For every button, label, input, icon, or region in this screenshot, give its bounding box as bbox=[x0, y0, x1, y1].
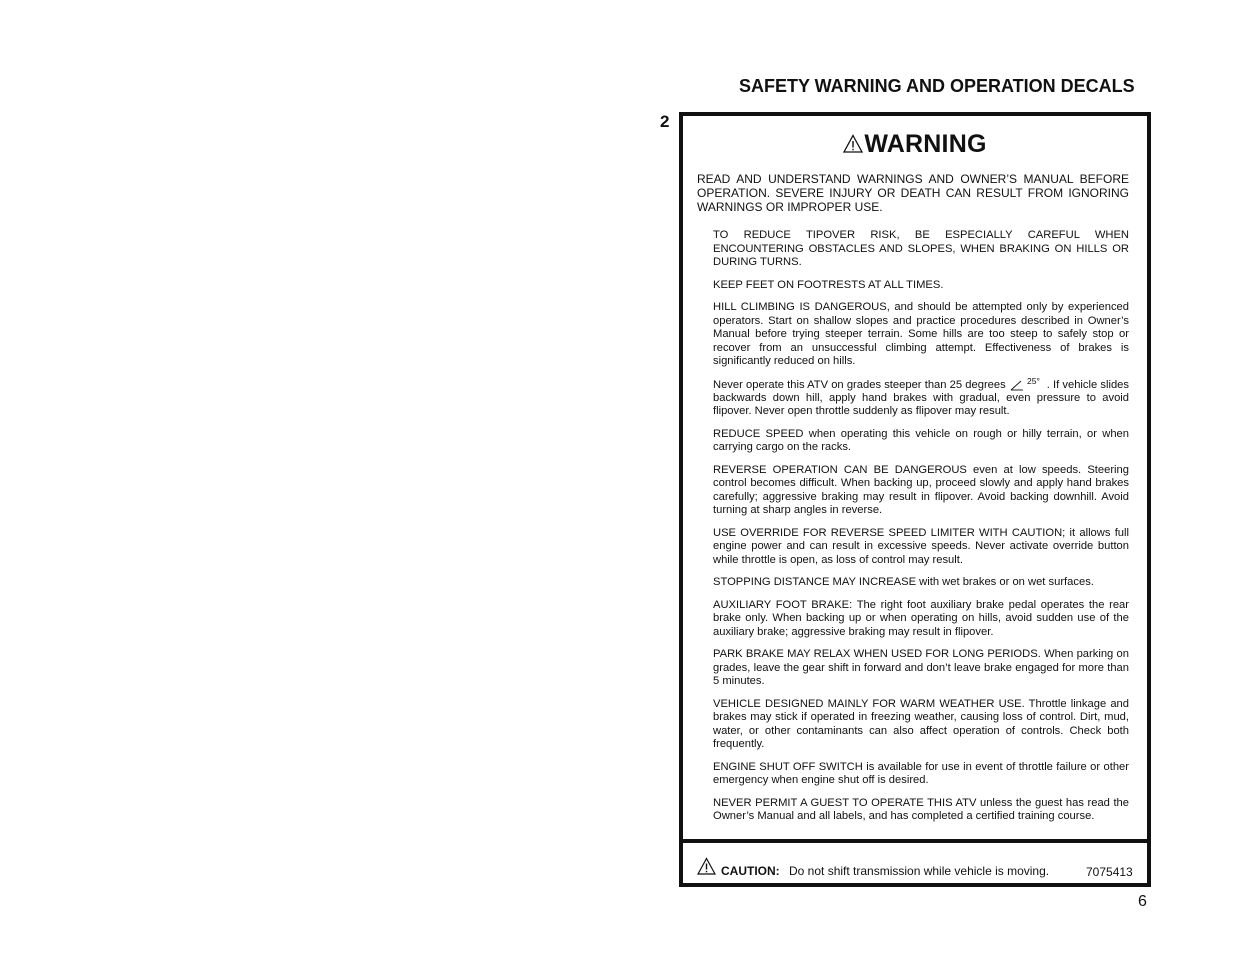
angle-label: 25° bbox=[1026, 377, 1040, 386]
warning-item: STOPPING DISTANCE MAY INCREASE with wet brakes or on wet surfaces. bbox=[713, 576, 1094, 589]
warning-heading bbox=[683, 130, 1147, 159]
angle-icon bbox=[1009, 378, 1045, 392]
warning-item: AUXILIARY FOOT BRAKE: The right foot auxiliary brake pedal operates the rear brake only. When backing up or when operating on hills, avoid sudden use of the auxiliary brake; aggressive braking may result in flipover. bbox=[713, 598, 1129, 638]
warning-item: USE OVERRIDE FOR REVERSE SPEED LIMITER WITH CAUTION; it allows full engine power and can result in excessive speeds. Never activate override button while throttle is open, as loss of control may result. bbox=[713, 526, 1129, 566]
warning-item: VEHICLE DESIGNED MAINLY FOR WARM WEATHER USE. Throttle linkage and brakes may stick if operated in freezing weather, causing loss of control. Dirt, mud, water, or other contaminants can also affect operation of controls. Check both frequently. bbox=[713, 697, 1129, 751]
warning-item: PARK BRAKE MAY RELAX WHEN USED FOR LONG PERIODS. When parking on grades, leave the gear shift in forward and don’t leave brake engaged for more than 5 minutes. bbox=[713, 648, 1129, 688]
grade-text-after: . If vehicle slides backwards down hill, apply hand brakes with gradual, even pressure to avoid flipover. Never open throttle suddenly as flipover may result. bbox=[713, 378, 1130, 418]
warning-triangle-icon bbox=[697, 857, 716, 875]
warning-heading-text: WARNING bbox=[864, 130, 987, 158]
decal-number: 2 bbox=[660, 112, 670, 131]
decal-part-number: 7075413 bbox=[1086, 865, 1133, 879]
caution-label: CAUTION: bbox=[721, 864, 780, 878]
warning-item: ENGINE SHUT OFF SWITCH is available for use in event of throttle failure or other emergency when engine shut off is desired. bbox=[713, 760, 1129, 787]
warning-triangle-icon bbox=[843, 134, 863, 153]
decal-divider bbox=[683, 839, 1147, 843]
page-number: 6 bbox=[1138, 893, 1147, 910]
warning-item: NEVER PERMIT A GUEST TO OPERATE THIS ATV unless the guest has read the Owner’s Manual and all labels, and has completed a certified training course. bbox=[713, 796, 1129, 823]
grade-text-before: Never operate this ATV on grades steeper than 25 degrees bbox=[713, 378, 1006, 391]
decal-intro: READ AND UNDERSTAND WARNINGS AND OWNER’S MANUAL BEFORE OPERATION. SEVERE INJURY OR DEATH CAN RESULT FROM IGNORING WARNINGS OR IMPROPER USE. bbox=[697, 172, 1129, 214]
caution-text: Do not shift transmission while vehicle is moving. bbox=[789, 864, 1050, 878]
caution-row bbox=[697, 857, 1137, 879]
warning-item: TO REDUCE TIPOVER RISK, BE ESPECIALLY CAREFUL WHEN ENCOUNTERING OBSTACLES AND SLOPES, WHEN BRAKING ON HILLS OR DURING TURNS. bbox=[713, 229, 1129, 268]
warning-item: REDUCE SPEED when operating this vehicle on rough or hilly terrain, or when carrying cargo on the racks. bbox=[713, 427, 1129, 454]
warning-item: HILL CLIMBING IS DANGEROUS, and should be attempted only by experienced operators. Start on shallow slopes and practice procedures described in Owner’s Manual before trying steeper terrain. Some hills are too steep to safely stop or recover from an unsuccessful climbing attempt. Effectiveness of brakes is significantly reduced on hills. bbox=[713, 301, 1129, 367]
warning-list bbox=[713, 229, 1129, 833]
warning-decal bbox=[679, 112, 1151, 887]
page-title: SAFETY WARNING AND OPERATION DECALS bbox=[739, 76, 1135, 96]
warning-item: KEEP FEET ON FOOTRESTS AT ALL TIMES. bbox=[713, 278, 944, 291]
warning-item: REVERSE OPERATION CAN BE DANGEROUS even at low speeds. Steering control becomes difficult. When backing up, proceed slowly and apply hand brakes carefully; aggressive braking may result in flipover. Avoid backing downhill. Avoid turning at sharp angles in reverse. bbox=[713, 463, 1129, 517]
warning-item-grade bbox=[713, 378, 1129, 419]
